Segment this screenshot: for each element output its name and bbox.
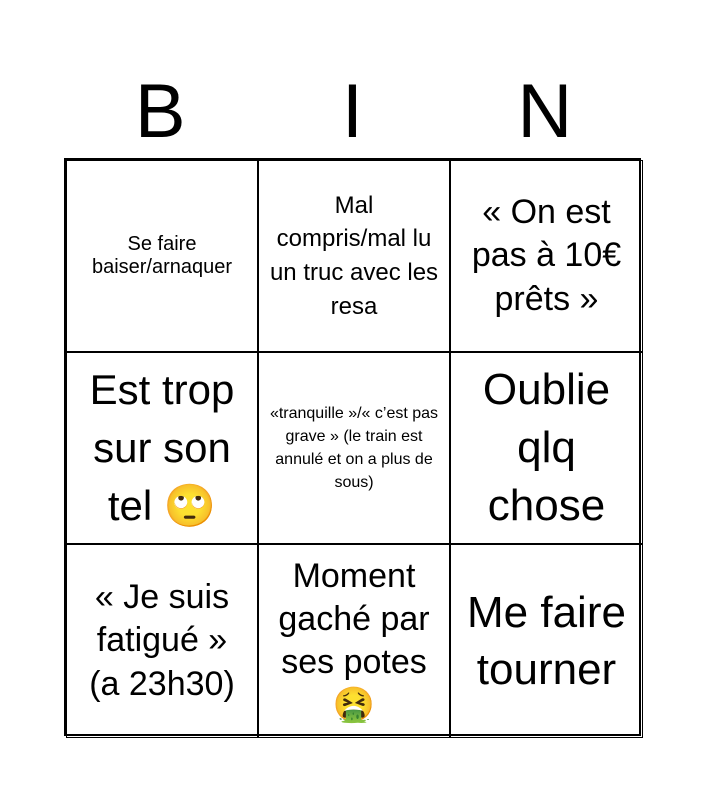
bingo-cell[interactable]: « Je suis fatigué » (a 23h30) <box>66 544 258 738</box>
bingo-cell[interactable]: Mal compris/mal lu un truc avec les resa <box>258 160 450 352</box>
bingo-cell[interactable]: « On est pas à 10€ prêts » <box>450 160 643 352</box>
header-letter-b: B <box>134 69 186 154</box>
bingo-cell[interactable]: Me faire tourner <box>450 544 643 738</box>
bingo-header <box>64 66 641 158</box>
bingo-cell[interactable]: Est trop sur son tel 🙄 <box>66 352 258 544</box>
header-letter-i: I <box>341 69 364 154</box>
bingo-cell[interactable]: Se faire baiser/arnaquer <box>66 160 258 352</box>
bingo-grid <box>64 158 641 736</box>
bingo-cell[interactable]: Oublie qlq chose <box>450 352 643 544</box>
bingo-cell[interactable]: «tranquille »/« c’est pas grave » (le train est annulé et on a plus de sous) <box>258 352 450 544</box>
bingo-cell[interactable]: Moment gaché par ses potes 🤮 <box>258 544 450 738</box>
header-letter-n: N <box>517 69 573 154</box>
